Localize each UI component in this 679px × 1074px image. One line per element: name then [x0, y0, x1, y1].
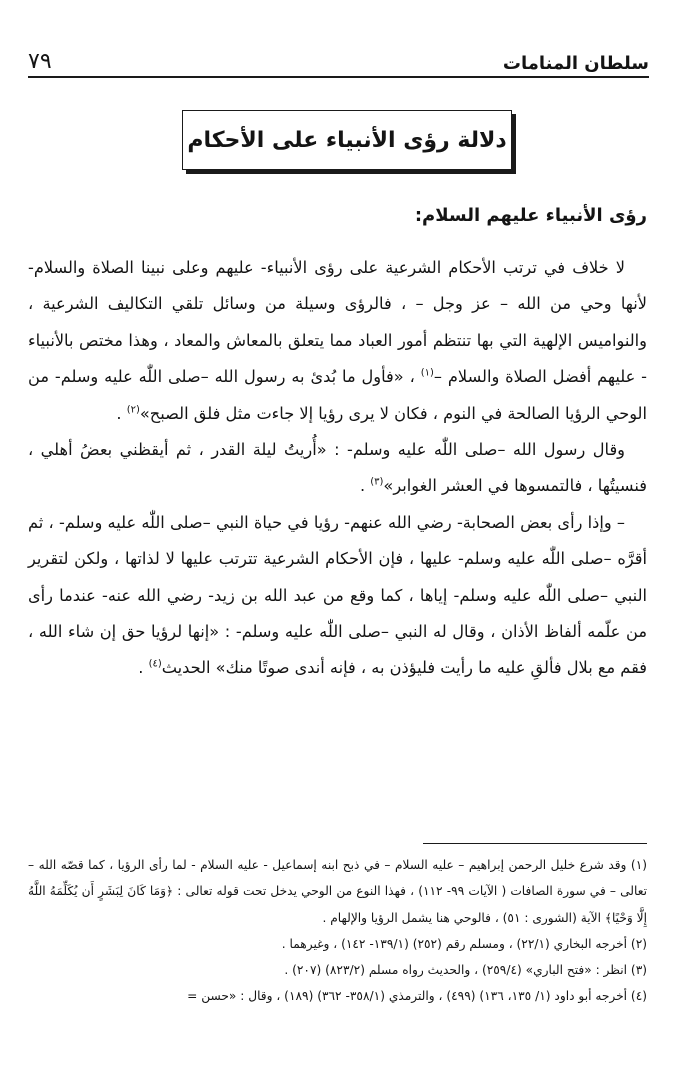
- footnote-reference: (١): [420, 367, 434, 379]
- running-header: [28, 40, 649, 74]
- section-heading: رؤى الأنبياء عليهم السلام:: [414, 205, 647, 226]
- footnote-reference: (٣): [370, 477, 384, 489]
- footnote: (١) وقد شرع خليل الرحمن إبراهيم – عليه السلام – في ذبح ابنه إسماعيل - عليه السلام - لما رأى الرؤيا ، كما قصّه الله – تعالى – في سورة الصافات ( الآيات ٩٩- ١١٢) ، فهذا النوع من الوحي يدخل تحت قوله تعالى : ﴿وَمَا كَانَ لِبَشَرٍ أَن يُكَلِّمَهُ اللَّهُ إِلَّا وَحْيًا﴾ الآية (الشورى : ٥١) ، فالوحي هنا يشمل الرؤيا والإلهام .: [28, 858, 648, 925]
- footnote: (٣) انظر : «فتح الباري» (٢٥٩/٤) ، والحديث رواه مسلم (٨٢٣/٢) (٢٠٧) .: [284, 963, 647, 978]
- chapter-title-box: [182, 110, 512, 170]
- footnote: (٢) أخرجه البخاري (٢٢/١) ، ومسلم رقم (٢٥٢) (١٣٩/١- ١٤٢) ، وغيرهما .: [281, 936, 647, 951]
- footnote-separator: [423, 843, 647, 844]
- footnote-reference: (٢): [126, 404, 140, 416]
- page-number: ٧٩: [28, 49, 52, 74]
- footnotes: [28, 852, 647, 1010]
- chapter-title: دلالة رؤى الأنبياء على الأحكام: [187, 127, 507, 153]
- book-title: سلطان المنامات: [502, 53, 649, 74]
- paragraph: لا خلاف في ترتب الأحكام الشرعية على رؤى الأنبياء- عليهم وعلى نبينا الصلاة والسلام- لأنها وحي من الله – عز وجل – ، فالرؤى وسيلة من وسائل تلقي التكاليف الشرعية ، والنواميس الإلهية التي بها تنتظم أمور العباد مما يتعلق بالمعاش والمعاد ، وهذا مختص بالأنبياء - عليهم أفضل الصلاة والسلام –$^{(١)}$ ، «فأول ما بُدئ به رسول الله –صلى اللّٰه عليه وسلم- من الوحي الرؤيا الصالحة في النوم ، فكان لا يرى رؤيا إلا جاءت مثل فلق الصبح»$^{(٢)}$ .: [28, 258, 647, 423]
- paragraph: وقال رسول الله –صلى اللّٰه عليه وسلم- : «أُريتُ ليلة القدر ، ثم أيقظني بعضُ أهلي ، فنسيتُها ، فالتمسوها في العشر الغوابر»$^{(٣)}$ .: [28, 440, 647, 496]
- header-rule: [28, 76, 649, 78]
- footnote: (٤) أخرجه أبو داود (١/ ١٣٥، ١٣٦) (٤٩٩) ، والترمذي (٣٥٨/١- ٣٦٢) (١٨٩) ، وقال : «حسن =: [187, 989, 647, 1004]
- footnote-reference: (٤): [148, 659, 162, 671]
- paragraph: – وإذا رأى بعض الصحابة- رضي الله عنهم- رؤيا في حياة النبي –صلى اللّٰه عليه وسلم- ، ثم أقرَّه –صلى اللّٰه عليه وسلم- عليها ، فإن الأحكام الشرعية تترتب عليها لا لذاتها ، ولكن لتقرير النبي –صلى اللّٰه عليه وسلم- إياها ، كما وقع من عبد الله بن زيد- رضي الله عنه- عندما رأى من علّمه ألفاظ الأذان ، وقال له النبي –صلى اللّٰه عليه وسلم- : «إنها لرؤيا حق إن شاء الله ، فقم مع بلال فألقِ عليه ما رأيت فليؤذن به ، فإنه أندى صوتًا منك» الحديث$^{(٤)}$ .: [28, 512, 647, 678]
- body-text: [28, 250, 647, 687]
